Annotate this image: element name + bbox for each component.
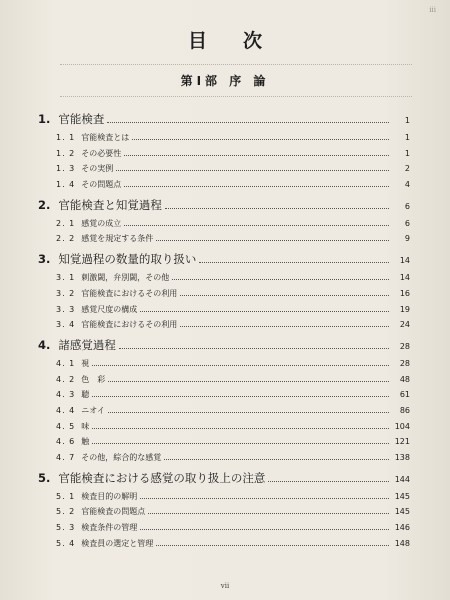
toc-section-row [38,163,410,179]
section-number: 1. 3 [56,164,76,174]
section-title: その必要性 [81,148,122,158]
chapter-label [38,197,162,213]
chapter-page: 14 [399,256,410,266]
divider [60,96,412,98]
dot-leader [172,278,389,280]
section-page: 14 [399,273,410,283]
toc-section-row [38,148,410,164]
section-number: 4. 3 [56,390,76,400]
section-title: 検査条件の管理 [81,523,138,533]
section-title: 味 [81,421,90,431]
dot-leader [140,528,389,530]
section-label [56,272,169,283]
section-page: 104 [394,421,410,431]
chapter-page: 6 [404,201,410,211]
dot-leader [107,121,389,123]
chapter-number: 3. [38,252,51,267]
toc-chapter-row [38,111,410,132]
toc-chapter-row [38,337,410,358]
dot-leader [92,395,389,397]
toc-section-row [38,374,410,390]
toc-section-row [38,272,410,288]
toc-section-row [38,522,410,538]
dot-leader [199,261,389,263]
section-number: 5. 2 [56,507,76,517]
section-title: 視 [81,358,90,368]
dot-leader [180,294,389,296]
dot-leader [108,411,389,413]
section-page: 148 [394,538,410,548]
section-label [56,452,161,463]
section-title: 色 彩 [81,374,106,384]
table-of-contents [38,109,410,553]
toc-section-row [38,132,410,148]
section-label [56,179,121,190]
toc-section-row [38,538,410,554]
section-number: 4. 4 [56,405,76,415]
chapter-number: 1. [38,112,51,126]
chapter-title: 知覚過程の数量的取り扱い [58,252,197,267]
section-title: 刺激閾，弁別閾，その他 [81,273,170,283]
section-label [56,506,145,517]
dot-leader [156,544,389,546]
section-title: 官能検査におけるその利用 [81,320,178,330]
section-page: 146 [394,523,410,533]
toc-section-row [38,319,410,335]
section-page: 6 [404,218,410,228]
chapter-title: 官能検査 [58,112,105,126]
section-title: ニオイ [81,405,105,415]
section-title: 感覚尺度の構成 [81,304,138,314]
toc-section-row [38,421,410,437]
dot-leader [124,224,389,226]
toc-chapter-row [38,197,410,218]
section-label [56,304,137,315]
section-number: 4. 1 [56,358,76,368]
section-title: その他，綜合的な感覚 [81,453,162,462]
section-page: 28 [399,358,410,368]
dot-leader [140,497,389,499]
section-label [56,288,177,299]
section-page: 138 [394,453,410,462]
toc-chapter-row [38,470,410,491]
toc-section-row [38,491,410,507]
section-title: 感覚を規定する条件 [81,234,154,244]
section-label [56,491,137,502]
section-page: 2 [404,164,410,174]
section-number: 4. 7 [56,453,76,462]
section-label [56,319,177,330]
dot-leader [116,169,389,171]
page-title: 目次 [187,30,298,52]
section-title: 検査員の選定と管理 [81,538,154,548]
page-footer-number: vii [220,582,230,590]
dot-leader [164,458,389,460]
part-heading: 第Ⅰ部 序 論 [180,74,270,88]
section-number: 5. 3 [56,523,76,533]
corner-page-number: iii [429,6,436,14]
section-label [56,421,89,432]
section-number: 1. 2 [56,148,76,158]
section-label [56,132,129,143]
chapter-page: 1 [404,116,410,125]
section-page: 48 [399,374,410,384]
section-label [56,218,121,229]
chapter-number: 2. [38,197,51,212]
toc-section-row [38,358,410,374]
section-label [56,148,121,159]
section-label [56,374,105,385]
section-page: 145 [394,507,410,517]
section-title: 検査目的の解明 [81,491,138,501]
dot-leader [148,512,389,514]
chapter-label [38,111,104,127]
section-label [56,163,113,174]
section-label [56,436,89,447]
section-number: 2. 2 [56,234,76,244]
section-page: 4 [404,180,410,190]
section-title: その問題点 [81,180,122,190]
chapter-title: 諸感覚過程 [58,337,116,352]
section-label [56,538,153,549]
toc-section-row [38,452,410,468]
section-number: 1. 1 [56,133,76,142]
chapter-title: 官能検査における感覚の取り扱上の注意 [58,470,266,485]
chapter-page: 28 [399,341,410,351]
section-title: 触 [81,437,90,447]
dot-leader [124,185,389,187]
section-page: 145 [394,491,410,501]
section-page: 16 [399,288,410,298]
section-page: 121 [394,437,410,447]
section-title: 聴 [81,390,90,400]
dot-leader [108,380,389,382]
section-title: 官能検査におけるその利用 [81,288,178,298]
toc-section-row [38,389,410,405]
dot-leader [124,154,389,156]
section-label [56,405,105,416]
section-label [56,233,153,244]
dot-leader [165,207,389,209]
section-title: 感覚の成立 [81,218,122,228]
section-number: 3. 2 [56,288,76,298]
section-title: 官能検査の問題点 [81,507,146,517]
chapter-label [38,470,265,486]
toc-section-row [38,179,410,195]
dot-leader [140,310,389,312]
section-label [56,389,89,400]
section-page: 24 [399,320,410,330]
dot-leader [92,427,389,429]
dot-leader [180,325,389,327]
chapter-number: 4. [38,337,51,352]
section-number: 3. 3 [56,304,76,314]
toc-chapter-row [38,251,410,272]
section-number: 5. 4 [56,538,76,548]
section-title: その実例 [81,164,114,174]
chapter-number: 5. [38,470,51,485]
dot-leader [132,138,389,140]
section-number: 2. 1 [56,218,76,228]
toc-section-row [38,506,410,522]
dot-leader [119,347,389,349]
section-page: 86 [399,405,410,415]
section-page: 1 [404,148,410,158]
section-page: 9 [404,234,410,244]
section-title: 官能検査とは [81,133,130,142]
toc-section-row [38,436,410,452]
section-number: 4. 2 [56,374,76,384]
toc-section-row [38,405,410,421]
chapter-label [38,251,196,267]
toc-section-row [38,233,410,249]
dot-leader [92,442,389,444]
section-label [56,358,89,369]
toc-section-row [38,304,410,320]
dot-leader [92,364,389,366]
section-number: 3. 1 [56,273,76,283]
section-page: 1 [404,133,410,142]
chapter-label [38,337,116,353]
section-number: 4. 5 [56,421,76,431]
toc-section-row [38,218,410,234]
chapter-page: 144 [394,474,410,484]
dot-leader [156,239,389,241]
section-number: 3. 4 [56,320,76,330]
dot-leader [268,480,389,482]
section-number: 1. 4 [56,180,76,190]
divider [60,64,412,66]
section-number: 5. 1 [56,491,76,501]
section-page: 19 [399,304,410,314]
section-number: 4. 6 [56,437,76,447]
section-page: 61 [399,390,410,400]
chapter-title: 官能検査と知覚過程 [58,197,162,212]
section-label [56,522,137,533]
toc-section-row [38,288,410,304]
